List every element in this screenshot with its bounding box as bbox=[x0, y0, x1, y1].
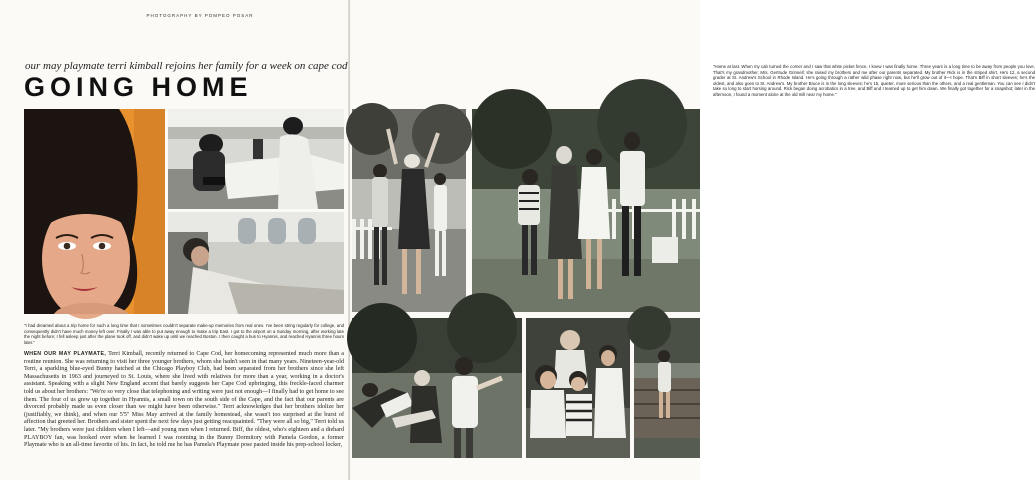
airplane-seat-photo bbox=[168, 212, 344, 314]
article-lead-in: WHEN OUR MAY PLAYMATE, bbox=[24, 351, 107, 357]
family-group-image bbox=[472, 109, 700, 312]
old-mill-photo bbox=[634, 318, 700, 458]
airport-counter-image bbox=[168, 109, 344, 209]
airplane-seat-image bbox=[168, 212, 344, 314]
tree-acrobatics-photo bbox=[352, 318, 522, 458]
family-group-photo bbox=[472, 109, 700, 312]
page-title: GOING HOME bbox=[24, 72, 253, 102]
portrait-photo-image bbox=[24, 109, 165, 314]
right-photo-caption: "Home at last. When my cab turned the corner and I saw that white picket fence, I knew I was finally home. Three years is a long time to be away from people you love. That's my grandmother, Mrs. Gertrude Grinnell; she raised my brothers and me after our parents separated. My brother Rick is in the striped shirt. He's 12, a second grader at St. Andrew's School in Rhode Island. He's going through a rather wild phase right now, but he'll grow out of it—I hope. That's Biff in short sleeves; he's the oldest, and also goes to St. Andrew's. My brother Bruce is in the long sleeves; he's 15, quieter, more serious than the others, and a real gentleman. You can see I didn't take so long to start horsing around. Rick began doing acrobatics in a tree, and Biff and I teamed up to get him down. We finally got together for a snapshot; later in the afternoon, I found a moment alone at the old mill near my home." bbox=[713, 64, 1035, 97]
photo-credit: PHOTOGRAPHY BY POMPEO POSAR bbox=[146, 13, 254, 18]
white-fence-photo bbox=[352, 109, 466, 312]
portrait-photo bbox=[24, 109, 165, 314]
deck-subtitle: our may playmate terri kimball rejoins her family for a week on cape cod bbox=[25, 60, 348, 72]
article-body-text: Terri Kimball, recently returned to Cape Cod, her homecoming represented much more than a routine reunion. She was returning to visit her three younger brothers, whom she hadn't seen in that many years. Nineteen-year-old Terri, a sparkling blue-eyed Bunny hatched at the Chicago Playboy Club, had been separated from her brothers since she left Massachusetts in 1963 and journeyed to St. Louis, where she lived with relatives for more than a year, working in a doctor's assistant. Speaking with a slight New England accent that barely suggests her Cape Cod upbringing, this freckle-faced charmer told us about her brothers: "We're so very close that telephoning and writing were just not enough—I finally had to get home to see them. The four of us grew up together in Hyannis, a small town on the south side of the Cape, and the fact that our parents are divorced probably made us even closer than we might have been otherwise." Terri acknowledges that her brothers idolize her (justifiably, we think), and when our 5'5" Miss May arrived at the family homestead, she wasn't too surprised at the burst of affection that greeted her. Brothers and sister spent the next few days just getting reacquainted. "They were all so big," Terri told us later. "My brothers were just children when I left—and young men when I returned. Biff, the oldest, who's eighteen and a diehard PLAYBOY fan, was hooked over when he learned I was rooming in the Bunny Dormitory with Pamela Gordon, a former Playmate who is an all-time favorite of his. In fact, he told me he has Pamela's Playmate pose pasted inside his prep-school locker, bbox=[24, 351, 344, 449]
tree-acrobatics-image bbox=[352, 318, 522, 458]
white-fence-image bbox=[352, 109, 466, 312]
left-photo-caption: "I had dreamed about a trip home for such a long time that I sometimes couldn't separate make-up memories from real ones. I've been string regularly for college, and consequently didn't have much money left over. Finally I was able to put away enough to make a trip East. I got to the airport on a Sunday morning, after working late the night before; I fell asleep just after the plane took off, and didn't wake up until we reached Boston. I then caught a bus to Hyannis, and reached Hyannis three hours later." bbox=[24, 323, 344, 345]
article-body bbox=[24, 351, 344, 450]
airport-counter-photo bbox=[168, 109, 344, 209]
siblings-snapshot-image bbox=[526, 318, 630, 458]
siblings-snapshot-photo bbox=[526, 318, 630, 458]
old-mill-image bbox=[634, 318, 700, 458]
left-page bbox=[0, 0, 350, 480]
